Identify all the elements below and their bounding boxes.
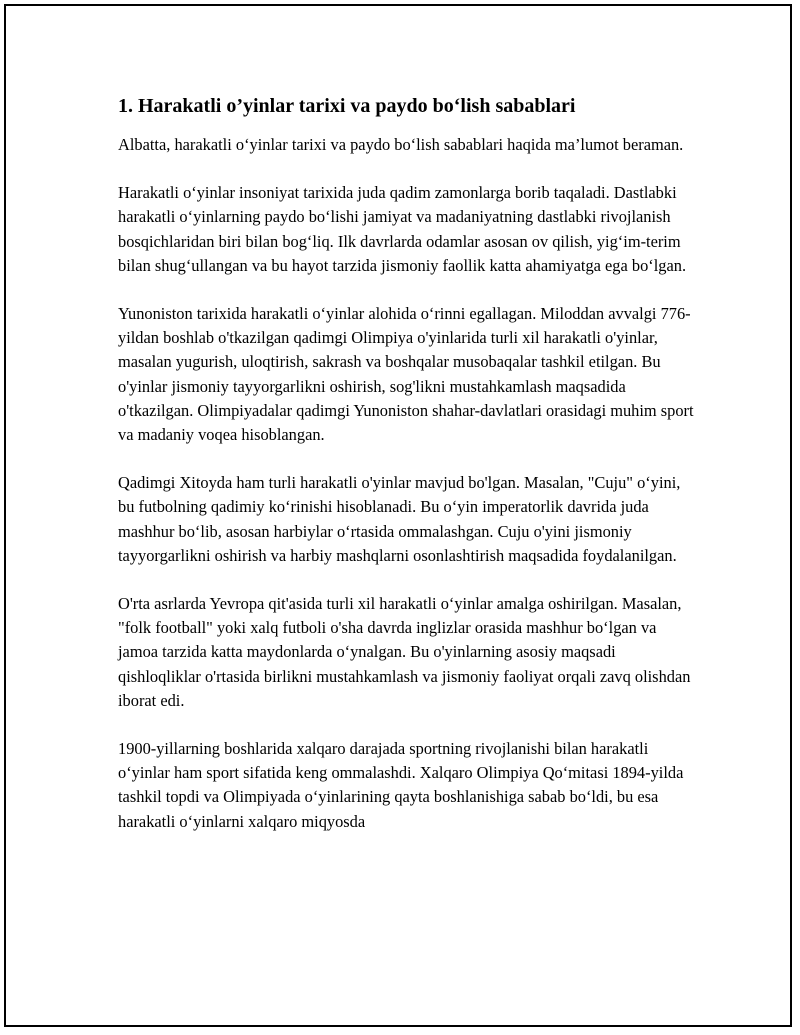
paragraph-modern-era: 1900-yillarning boshlarida xalqaro darajada sportning rivojlanishi bilan harakatli o‘yinlar ham sport sifatida keng ommalashdi. Xalqaro Olimpiya Qo‘mitasi 1894-yilda tashkil topdi va Olimpiyada o‘yinlarining qayta boshlanishiga sabab bo‘ldi, bu esa harakatli o‘yinlarni xalqaro miqyosda [118, 739, 684, 831]
paragraph-origins: Harakatli o‘yinlar insoniyat tarixida juda qadim zamonlarga borib taqaladi. Dastlabki harakatli o‘yinlarning paydo bo‘lishi jamiyat va madaniyatning dastlabki rivojlanish bosqichlaridan biri bilan bog‘liq. Ilk davrlarda odamlar asosan ov qilish, yig‘im-terim bilan shug‘ullangan va bu hayot tarzida jismoniy faollik katta ahamiyatga ega bo‘lgan. [118, 183, 687, 275]
document-body [118, 92, 698, 858]
paragraph-middle-ages: O'rta asrlarda Yevropa qit'asida turli xil harakatli o‘yinlar amalga oshirilgan. Masalan, "folk football" yoki xalq futboli o'sha davrda inglizlar orasida mashhur bo‘lgan va jamoa tarzida katta maydonlarda o‘ynalgan. Bu o'yinlarning asosiy maqsadi qishloqliklar o'rtasida birlikni mustahkamlash va jismoniy faoliyat orqali zavq olishdan iborat edi. [118, 594, 691, 710]
paragraph-china: Qadimgi Xitoyda ham turli harakatli o'yinlar mavjud bo'lgan. Masalan, "Cuju" o‘yini, bu futbolning qadimiy ko‘rinishi hisoblanadi. Bu o‘yin imperatorlik davrida juda mashhur bo‘lib, asosan harbiylar o‘rtasida ommalashgan. Cuju o'yini jismoniy tayyorgarlikni oshirish va harbiy mashqlarni osonlashtirish maqsadida foydalanilgan. [118, 473, 681, 565]
paragraph-greece: Yunoniston tarixida harakatli o‘yinlar alohida o‘rinni egallagan. Miloddan avvalgi 776-yildan boshlab o'tkazilgan qadimgi Olimpiya o'yinlarida turli xil harakatli o'yinlar, masalan yugurish, uloqtirish, sakrash va boshqalar musobaqalar tashkil etilgan. Bu o'yinlar jismoniy tayyorgarlikni oshirish, sog'likni mustahkamlash maqsadida o'tkazilgan. Olimpiyadalar qadimgi Yunoniston shahar-davlatlari orasidagi muhim sport va madaniy voqea hisoblangan. [118, 304, 694, 445]
section-title: 1. Harakatli o’yinlar tarixi va paydo bo‘lish sabablari [118, 95, 576, 117]
paragraph-intro: Albatta, harakatli o‘yinlar tarixi va paydo bo‘lish sabablari haqida ma’lumot beraman. [118, 135, 684, 154]
